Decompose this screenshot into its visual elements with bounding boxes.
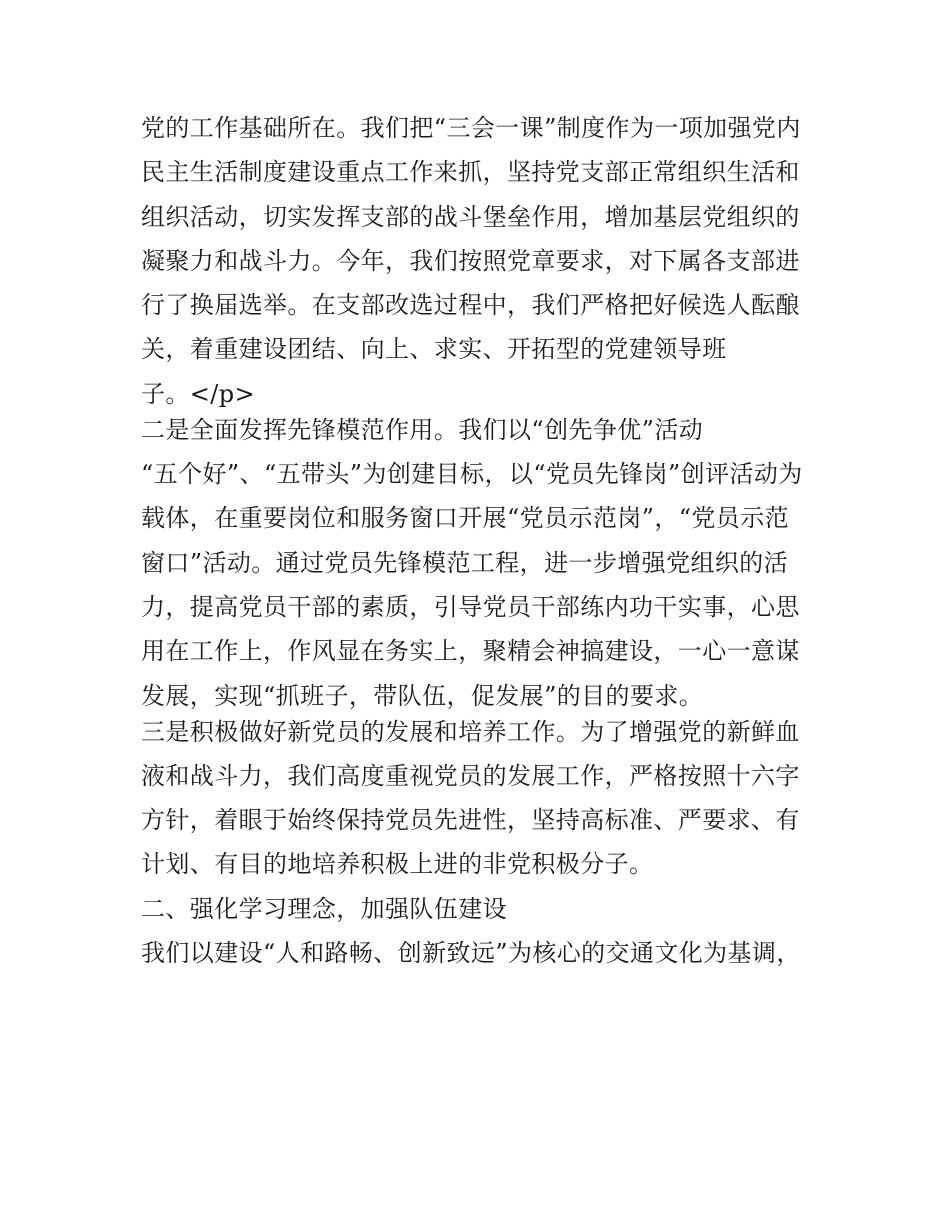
text-line: 民主生活制度建设重点工作来抓，坚持党支部正常组织生活和 (141, 158, 800, 187)
text-line: 载体，在重要岗位和服务窗口开展“党员示范岗”，“党员示范 (141, 504, 790, 533)
text-line: 窗口”活动。通过党员先锋模范工程，进一步增强党组织的活 (141, 548, 789, 577)
text-line: 凝聚力和战斗力。今年，我们按照党章要求，对下属各支部进 (141, 246, 800, 275)
section-heading: 二、强化学习理念，加强队伍建设 (141, 894, 507, 923)
text-line: 子。</p> (141, 379, 256, 408)
text-line: 发展，实现“抓班子，带队伍，促发展”的目的要求。 (141, 681, 704, 710)
paragraph-start: 三是积极做好新党员的发展和培养工作。为了增强党的新鲜血 (141, 717, 800, 746)
text-line: 行了换届选举。在支部改选过程中，我们严格把好候选人酝酿 (141, 291, 800, 320)
text-line: 力，提高党员干部的素质，引导党员干部练内功干实事，心思 (141, 592, 800, 621)
paragraph-start: 我们以建设“人和路畅、创新致远”为核心的交通文化为基调， (141, 939, 801, 968)
text-line: 方针，着眼于始终保持党员先进性，坚持高标准、严要求、有 (141, 806, 800, 835)
text-line: 党的工作基础所在。我们把“三会一课”制度作为一项加强党内 (141, 114, 801, 142)
document-body (141, 106, 831, 975)
text-line: 液和战斗力，我们高度重视党员的发展工作，严格按照十六字 (141, 761, 800, 790)
text-line: “五个好”、“五带头”为创建目标，以“党员先锋岗”创评活动为 (141, 460, 803, 489)
text-line: 关，着重建设团结、向上、求实、开拓型的党建领导班 (141, 335, 727, 364)
text-line: 组织活动，切实发挥支部的战斗堡垒作用，增加基层党组织的 (141, 202, 800, 231)
text-line: 用在工作上，作风显在务实上，聚精会神搞建设，一心一意谋 (141, 637, 800, 666)
text-line: 计划、有目的地培养积极上进的非党积极分子。 (141, 850, 654, 879)
paragraph-start: 二是全面发挥先锋模范作用。我们以“创先争优”活动 (141, 415, 704, 444)
